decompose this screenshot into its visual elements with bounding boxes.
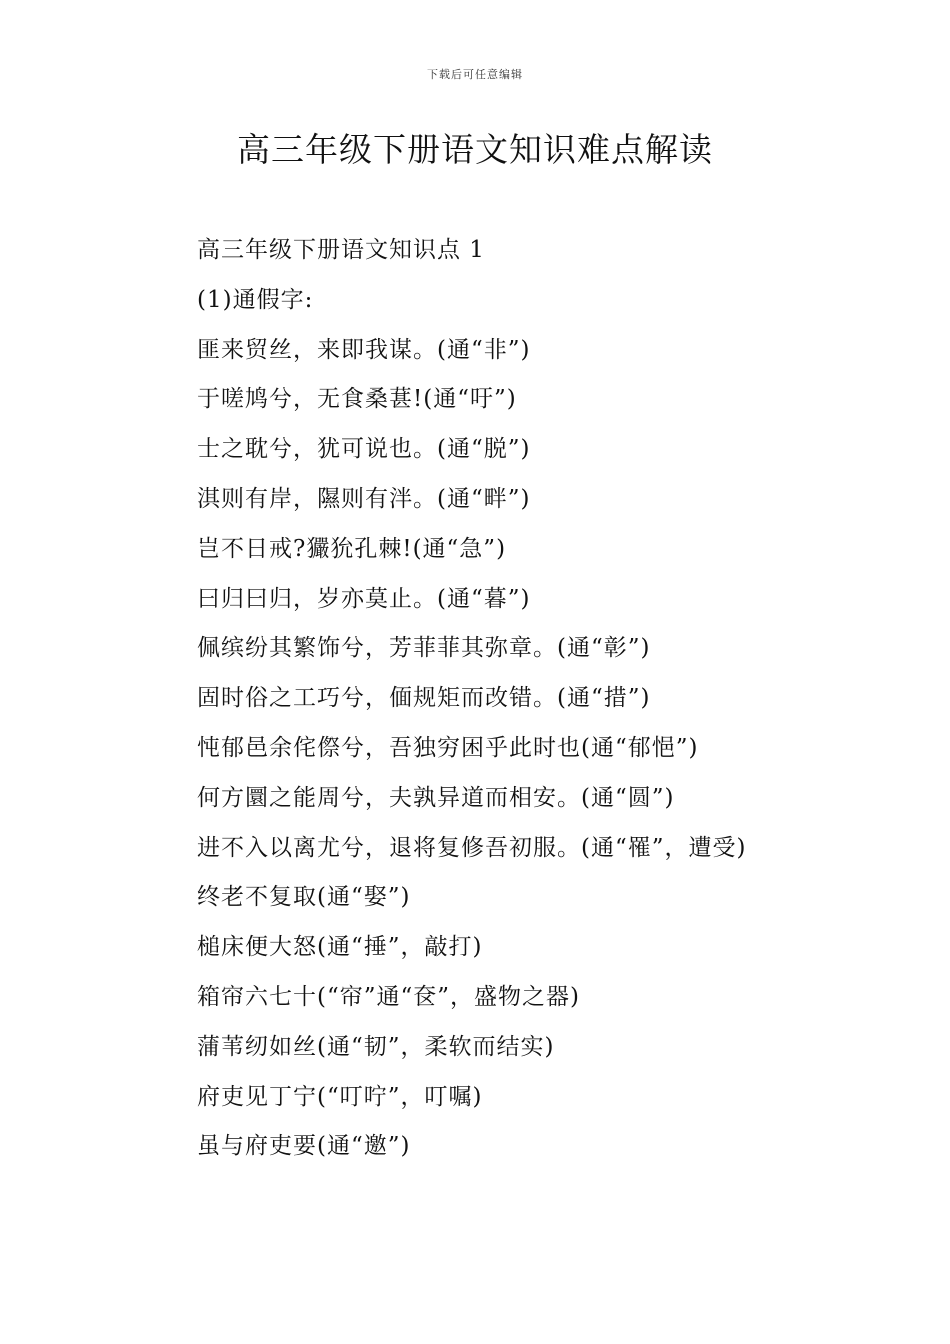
text-line: 忳郁邑余侘傺兮，吾独穷困乎此时也(通“郁悒”) [197,734,699,761]
text-line: 终老不复取(通“娶”) [197,884,411,911]
text-line: 佩缤纷其繁饰兮，芳菲菲其弥章。(通“彰”) [197,635,651,662]
text-line: 府吏见丁宁(“叮咛”，叮嘱) [197,1083,483,1110]
subsection-heading: (1)通假字: [197,286,314,313]
text-line: 匪来贸丝，来即我谋。(通“非”) [197,336,531,363]
text-line: 何方圜之能周兮，夫孰异道而相安。(通“圆”) [197,784,675,811]
text-line: 虽与府吏要(通“邀”) [197,1133,411,1160]
text-line: 蒲苇纫如丝(通“韧”，柔软而结实) [197,1033,555,1060]
text-line: 固时俗之工巧兮，偭规矩而改错。(通“措”) [197,685,651,712]
document-title: 高三年级下册语文知识难点解读 [237,130,713,169]
text-line: 岂不日戒?玁狁孔棘!(通“急”) [197,535,507,562]
section-heading: 高三年级下册语文知识点 1 [197,237,485,263]
document-body [145,226,815,1172]
header-note: 下载后可任意编辑 [427,68,523,81]
text-line: 箱帘六七十(“帘”通“奁”，盛物之器) [197,983,580,1010]
text-line: 进不入以离尤兮，退将复修吾初服。(通“罹”，遭受) [197,834,747,861]
text-line: 于嗟鸠兮，无食桑葚!(通“吁”) [197,386,517,413]
text-line: 曰归曰归，岁亦莫止。(通“暮”) [197,585,531,612]
text-line: 槌床便大怒(通“捶”，敲打) [197,934,483,961]
text-line: 士之耽兮，犹可说也。(通“脱”) [197,436,531,463]
text-line: 淇则有岸，隰则有泮。(通“畔”) [197,485,531,512]
